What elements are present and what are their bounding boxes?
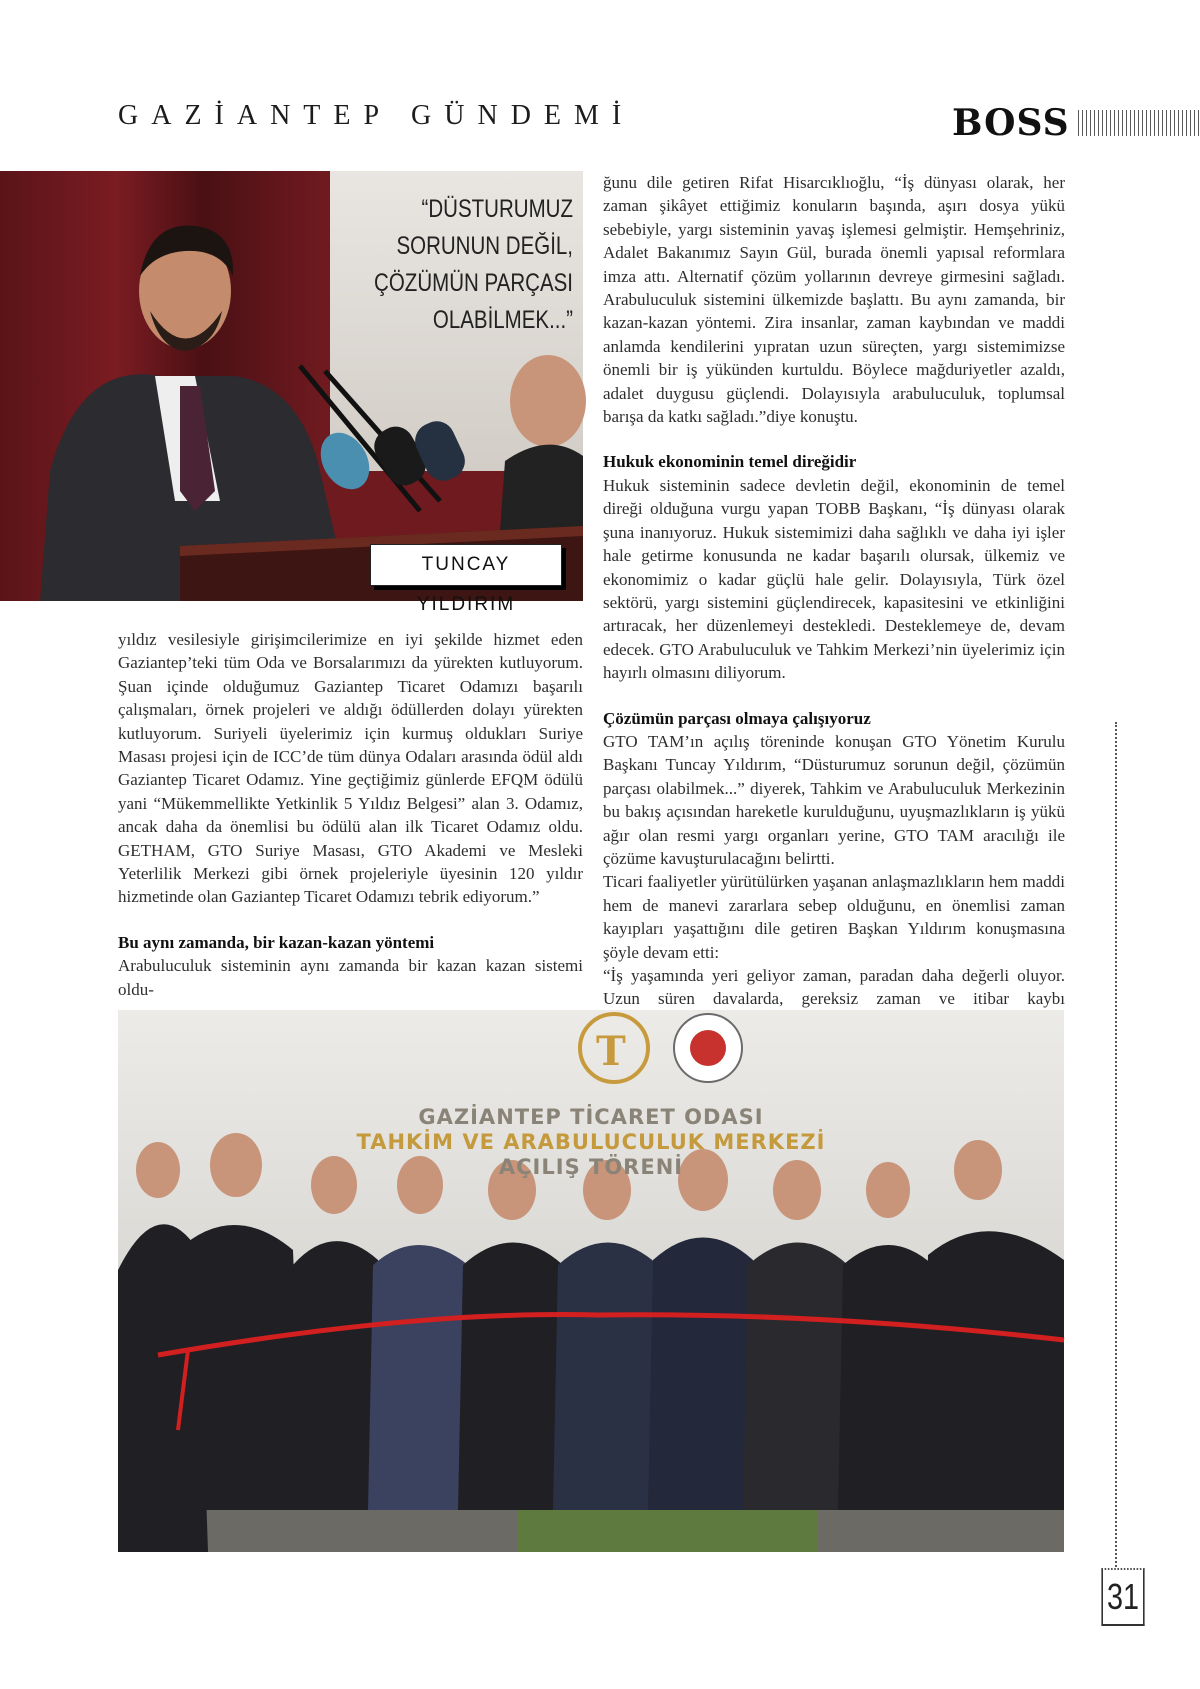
right-paragraph-5: “İş yaşamında yeri geliyor zaman, paradan daha değerli oluyor. Uzun süren davalarda, gereksiz zaman ve itibar kaybı <box>603 966 1065 1009</box>
page-frame-decoration <box>1115 722 1147 1567</box>
brand-logo: BOSS <box>952 102 1070 144</box>
ribbon-cutting-photo <box>118 1010 1064 1552</box>
right-paragraph-1: ğunu dile getiren Rifat Hisarcıklıoğlu, “İş dünyası olarak, her zaman şikâyet ettiğimiz konuların başında, aşırı dosya yükü sebebiyle, yargı sisteminin yavaş işlemesi gelmiştir. Hemşehriniz, Adalet Bakanımız Sayın Gül, burada önemli yapısal reformlara imza attı. Alternatif çözüm yollarının devreye girmesini sağladı. Arabuluculuk sistemini ülkemizde başlattı. Bu aynı zamanda, bir kazan-kazan yöntemi. Zira insanlar, zaman kaybından ve maddi anlamda kendilerini yıpratan uzun süreçten, yargı sistemimizse önemli bir iş yükünden kurtuldu. Böylece mağduriyetler azaldı, adalet duygusu güçlendi. Dolayısıyla arabuluculuk, toplumsal barışa da katkı sağladı.”diye konuştu. <box>603 173 1065 427</box>
pull-quote: “DÜSTURUMUZ SORUNUN DEĞİL, ÇÖZÜMÜN PARÇASI OLABİLMEK...” <box>374 195 573 334</box>
page-number: 31 <box>1101 1568 1144 1626</box>
left-paragraph-2: Arabuluculuk sisteminin aynı zamanda bir kazan kazan sistemi oldu- <box>118 956 583 999</box>
right-heading-1: Hukuk ekonominin temel direğidir <box>603 452 857 472</box>
banner-line-3: AÇILIŞ TÖRENİ <box>498 1155 684 1179</box>
banner-line-2: TAHKİM VE ARABULUCULUK MERKEZİ <box>356 1130 826 1154</box>
right-paragraph-3: GTO TAM’ın açılış töreninde konuşan GTO Yönetim Kurulu Başkanı Tuncay Yıldırım, “Düsturumuz sorunun değil, çözümün parçası olabilmek...” diyerek, Tahkim ve Arabuluculuk Merkezinin bu bakış açısından hareketle kurulduğunu, uyuşmazlıkların iş yükü ağır olan resmi yargı organları yerine, GTO TAM aracılığı ile çözüme kavuşturulacağını belirtti. <box>603 731 1065 868</box>
left-column <box>118 628 583 1001</box>
right-paragraph-2: Hukuk sisteminin sadece devletin değil, ekonominin de temel direği olduğuna vurgu yapan TOBB Başkanı, “İş dünyası olarak şuna inanıyoruz. Hukuk sistemimizi daha sağlıklı ve daha iyi işler hale getirme konusunda ne kadar başarılı olursak, ülkemiz ve ekonomimiz o kadar güçlü hale gelir. Dolayısıyla, Türk özel sektörü, yargı sistemini güçlendirecek, kapasitesini ve etkinliğini artıracak, her düzenlemeyi destekledi. Desteklemeye de, devam edecek. GTO Arabuluculuk ve Tahkim Merkezi’nin üyelerimiz için hayırlı olmasını diliyorum. <box>603 475 1065 683</box>
speaker-name-tag: TUNCAY YILDIRIM <box>370 544 562 586</box>
ribbon-cutting-illustration <box>118 1010 1064 1552</box>
left-heading-1: Bu aynı zamanda, bir kazan-kazan yöntemi <box>118 932 435 952</box>
right-paragraph-4: Ticari faaliyetler yürütülürken yaşanan anlaşmazlıkların hem maddi hem de manevi zararlara sebep olduğunu, en önemlisi zaman kayıpları yaşattığını dile getiren Başkan Yıldırım konuşmasına şöyle devam etti: <box>603 872 1065 962</box>
section-title: GAZİANTEP GÜNDEMİ <box>118 100 635 131</box>
right-column <box>603 171 1065 1034</box>
banner-line-1: GAZİANTEP TİCARET ODASI <box>418 1105 764 1129</box>
barcode-decoration <box>1078 110 1200 136</box>
right-heading-2: Çözümün parçası olmaya çalışıyoruz <box>603 708 871 728</box>
left-paragraph-1: yıldız vesilesiyle girişimcilerimize en iyi şekilde hizmet eden Gaziantep’teki tüm Oda ve Borsalarımızı da yürekten kutluyorum. Şuan içinde olduğumuz Gaziantep Ticaret Odamızı başarılı çalışmaları, örnek projeleri ve aldığı ödüllerden dolayı yürekten kutluyorum. Suriyeli üyelerimiz için kurmuş oldukları Suriye Masası projesi için de ICC’de tüm dünya Odaları arasında ödül aldı Gaziantep Ticaret Odamız. Yine geçtiğimiz günlerde EFQM ödülü yani “Mükemmellikte Yetkinlik 5 Yıldız Belgesi” alan 3. Odamız, ancak daha da önemlisi bu ödülü alan ilk Ticaret Odamız oldu. GETHAM, GTO Suriye Masası, GTO Akademi ve Mesleki Yeterlilik Merkezi gibi örnek projeleriyle üyesinin 120 yıldır hizmetinde olan Gaziantep Ticaret Odamızı tebrik ediyorum.” <box>118 630 583 907</box>
speaker-photo <box>0 171 583 615</box>
svg-text:T: T <box>596 1028 626 1075</box>
ceremony-banner <box>118 1105 1064 1180</box>
